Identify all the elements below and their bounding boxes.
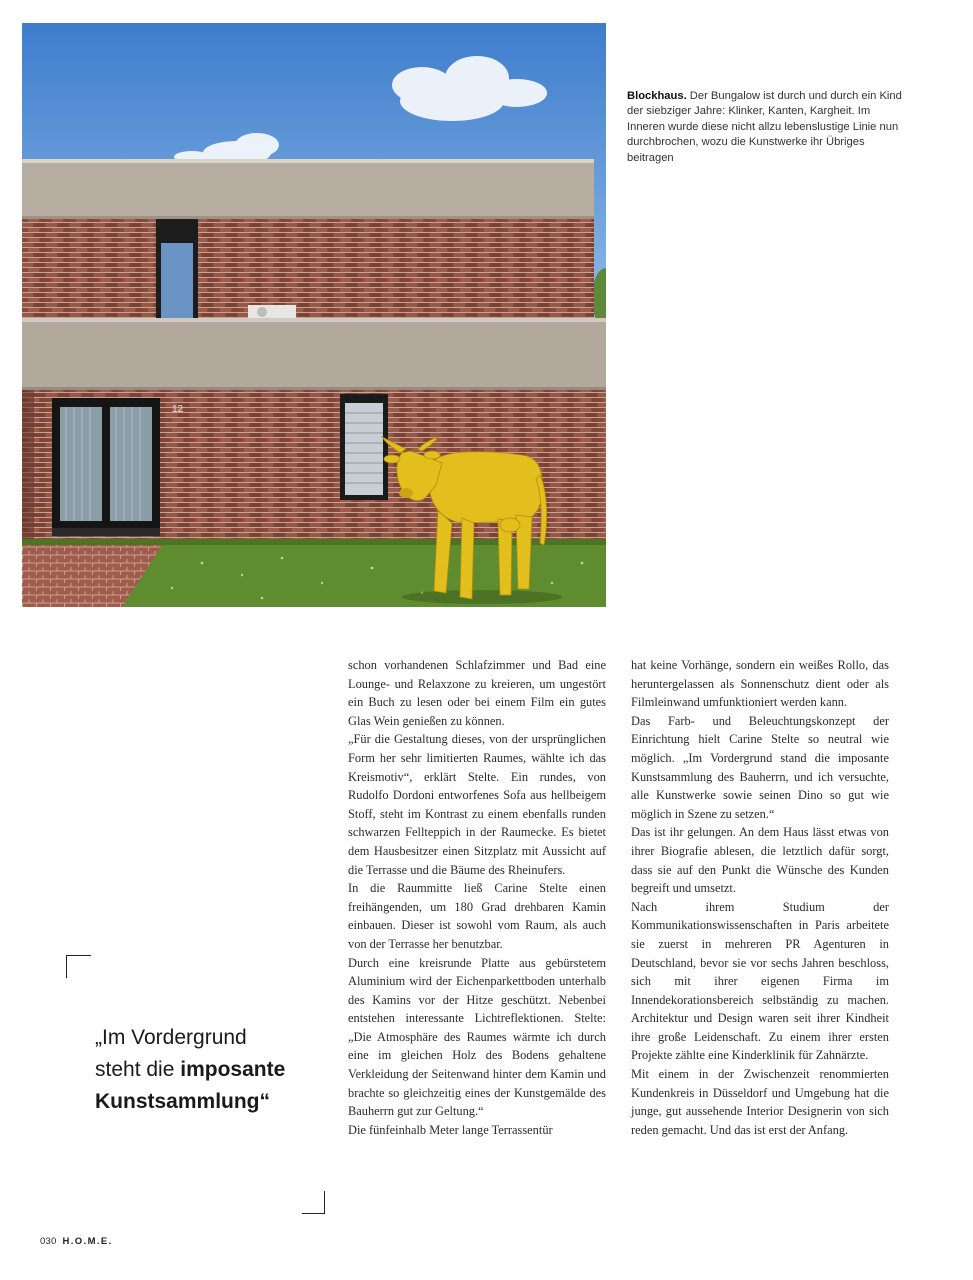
- quote-corner-bottom-right: [302, 1191, 325, 1214]
- house-number: 12: [172, 404, 184, 415]
- body-column-1: [348, 656, 606, 1139]
- page-folio: [40, 1236, 113, 1247]
- photo-caption: [627, 89, 902, 166]
- paragraph: Mit einem in der Zwischenzeit renommierten Kundenkreis in Düsseldorf und Umgebung hat die junge, gut aussehende Interior Designerin von sich reden gemacht. Und das ist erst der Anfang.: [631, 1067, 889, 1137]
- quote-corner-top-left: [66, 955, 91, 978]
- paragraph: Das ist ihr gelungen. An dem Haus lässt etwas von ihrer Biografie ablesen, die letztlich dafür sorgt, dass sie auf den Punkt die Wünsche des Kunden begreift und umsetzt.: [631, 825, 889, 896]
- paragraph: Die fünfeinhalb Meter lange Terrassentür: [348, 1122, 553, 1137]
- paragraph: Durch eine kreisrunde Platte aus gebürstetem Aluminium wird der Eichenparkettboden unterhalb des Kamins vor der Hitze geschützt. Nebenbei entstehen interessante Lichtreflektionen. Stelte: „Die Atmosphäre des Raumes wärmte ich durch eine im gleichen Holz des Bodens gehaltene Verkleidung der Seitenwand hinter dem Kamin und brachte so gleichzeitig eines der Kunstgemälde des Bauherrn gut zur Geltung.“: [348, 955, 606, 1119]
- page-number: 030: [40, 1236, 57, 1247]
- caption-title: Blockhaus.: [627, 90, 687, 102]
- body-column-2: [631, 656, 889, 1139]
- pull-quote: [95, 1022, 325, 1118]
- paragraph: schon vorhandenen Schlafzimmer und Bad eine Lounge- und Relaxzone zu kreieren, um ungestört ein Buch zu lesen oder bei einem Film ein gutes Glas Wein genießen zu können.: [348, 658, 606, 728]
- paragraph: Das Farb- und Beleuchtungskonzept der Einrichtung hielt Carine Stelte so neutral wie möglich. „Im Vordergrund stand die imposante Kunstsammlung des Bauherrn, und ich versuchte, alle Kunstwerke sowie seinen Dino so gut wie möglich in Szene zu setzen.“: [631, 713, 889, 821]
- paragraph: hat keine Vorhänge, sondern ein weißes Rollo, das heruntergelassen als Sonnenschutz dient oder als Filmleinwand umfunktioniert werden kann.: [631, 658, 889, 710]
- caption-text: Der Bungalow ist durch und durch ein Kind der siebziger Jahre: Klinker, Kanten, Kargheit. Im Inneren wurde diese nicht allzu lebenslustige Linie nun durchbrochen, wozu die Kunstwerke ihr Übriges beitragen: [627, 90, 902, 164]
- pull-quote-line3: Kunstsammlung“: [95, 1090, 271, 1113]
- magazine-name: H.O.M.E.: [62, 1236, 113, 1247]
- pull-quote-line1: „Im Vordergrund: [95, 1026, 247, 1049]
- paragraph: In die Raummitte ließ Carine Stelte einen freihängenden, um 180 Grad drehbaren Kamin einbauen. Dieser ist sowohl vom Raum, als auch von der Terrasse her benutzbar.: [348, 881, 606, 951]
- house-photo: [22, 23, 606, 607]
- pull-quote-line2-bold: imposante: [180, 1058, 286, 1081]
- pull-quote-line2-plain: steht die: [95, 1058, 175, 1081]
- paragraph: Nach ihrem Studium der Kommunikationswissenschaften in Paris arbeitete sie zuerst in mehreren PR Agenturen in Deutschland, bevor sie vor sechs Jahren beschloss, sich mit ihrer eigenen Firma im Innendekorationsbereich selbständig zu machen. Architektur und Design waren seit ihrer Kindheit ihre große Leidenschaft. Zu einem ihrer ersten Projekte zählte eine Kinderklinik für Zahnärzte.: [631, 899, 889, 1063]
- paragraph: „Für die Gestaltung dieses, von der ursprünglichen Form her sehr limitierten Raumes, wählte ich das Kreismotiv“, erklärt Stelte. Ein rundes, von Rudolfo Dordoni entworfenes Sofa aus hellbeigem Stoff, steht im Kontrast zu einem ebenfalls runden schwarzen Fellteppich in der Raumecke. Es bietet dem Hausbesitzer einen Sitzplatz mit Aussicht auf die Terrasse und die Bäume des Rheinufers.: [348, 732, 606, 877]
